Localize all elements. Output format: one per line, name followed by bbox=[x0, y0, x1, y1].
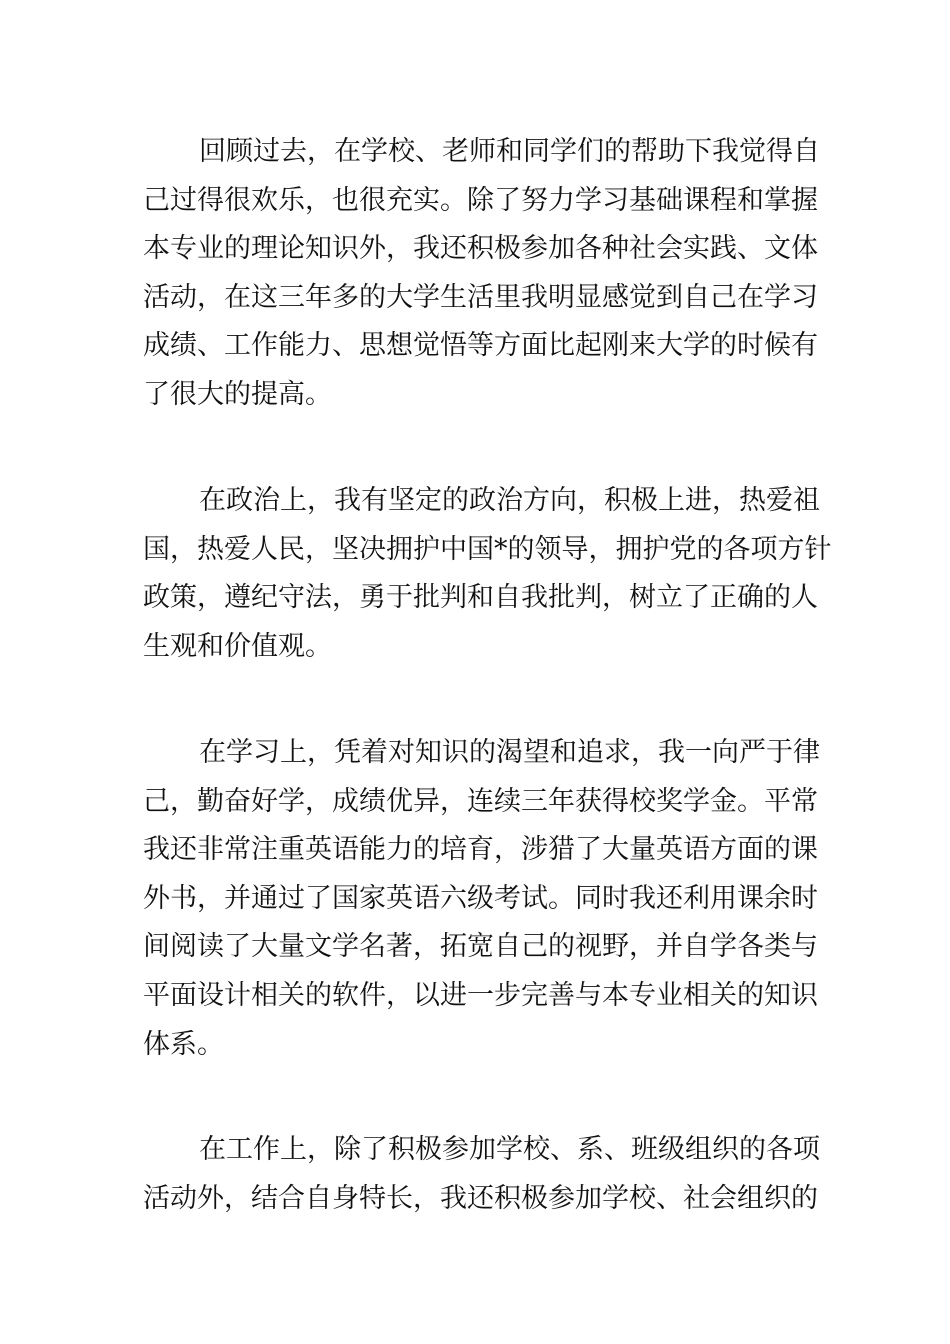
paragraph-line: 体系。 bbox=[143, 1028, 224, 1060]
paragraph-line: 己过得很欢乐，也很充实。除了努力学习基础课程和掌握 bbox=[143, 184, 818, 216]
paragraph-line: 成绩、工作能力、思想觉悟等方面比起刚来大学的时候有 bbox=[143, 330, 818, 362]
paragraph-line: 活动，在这三年多的大学生活里我明显感觉到自己在学习 bbox=[143, 281, 818, 313]
paragraph-line: 国，热爱人民，坚决拥护中国*的领导，拥护党的各项方针 bbox=[143, 533, 832, 565]
paragraph-line: 己，勤奋好学，成绩优异，连续三年获得校奖学金。平常 bbox=[143, 785, 818, 817]
paragraph-review bbox=[143, 128, 820, 420]
paragraph-line: 在政治上，我有坚定的政治方向，积极上进，热爱祖 bbox=[199, 485, 820, 516]
paragraph-line: 平面设计相关的软件，以进一步完善与本专业相关的知识 bbox=[143, 979, 818, 1011]
paragraph-work bbox=[143, 1126, 820, 1223]
paragraph-line: 回顾过去，在学校、老师和同学们的帮助下我觉得自 bbox=[199, 136, 820, 167]
paragraph-study bbox=[143, 729, 820, 1069]
paragraph-politics bbox=[143, 477, 832, 671]
paragraph-line: 政策，遵纪守法，勇于批判和自我批判，树立了正确的人 bbox=[143, 582, 818, 614]
paragraph-line: 了很大的提高。 bbox=[143, 378, 332, 410]
paragraph-line: 外书，并通过了国家英语六级考试。同时我还利用课余时 bbox=[143, 882, 818, 914]
paragraph-line: 活动外，结合自身特长，我还积极参加学校、社会组织的 bbox=[143, 1182, 818, 1214]
paragraph-line: 间阅读了大量文学名著，拓宽自己的视野，并自学各类与 bbox=[143, 931, 818, 963]
paragraph-line: 我还非常注重英语能力的培育，涉猎了大量英语方面的课 bbox=[143, 834, 818, 866]
paragraph-line: 在工作上，除了积极参加学校、系、班级组织的各项 bbox=[199, 1134, 820, 1165]
paragraph-line: 生观和价值观。 bbox=[143, 630, 332, 662]
paragraph-line: 在学习上，凭着对知识的渴望和追求，我一向严于律 bbox=[199, 737, 820, 768]
paragraph-line: 本专业的理论知识外，我还积极参加各种社会实践、文体 bbox=[143, 233, 818, 265]
